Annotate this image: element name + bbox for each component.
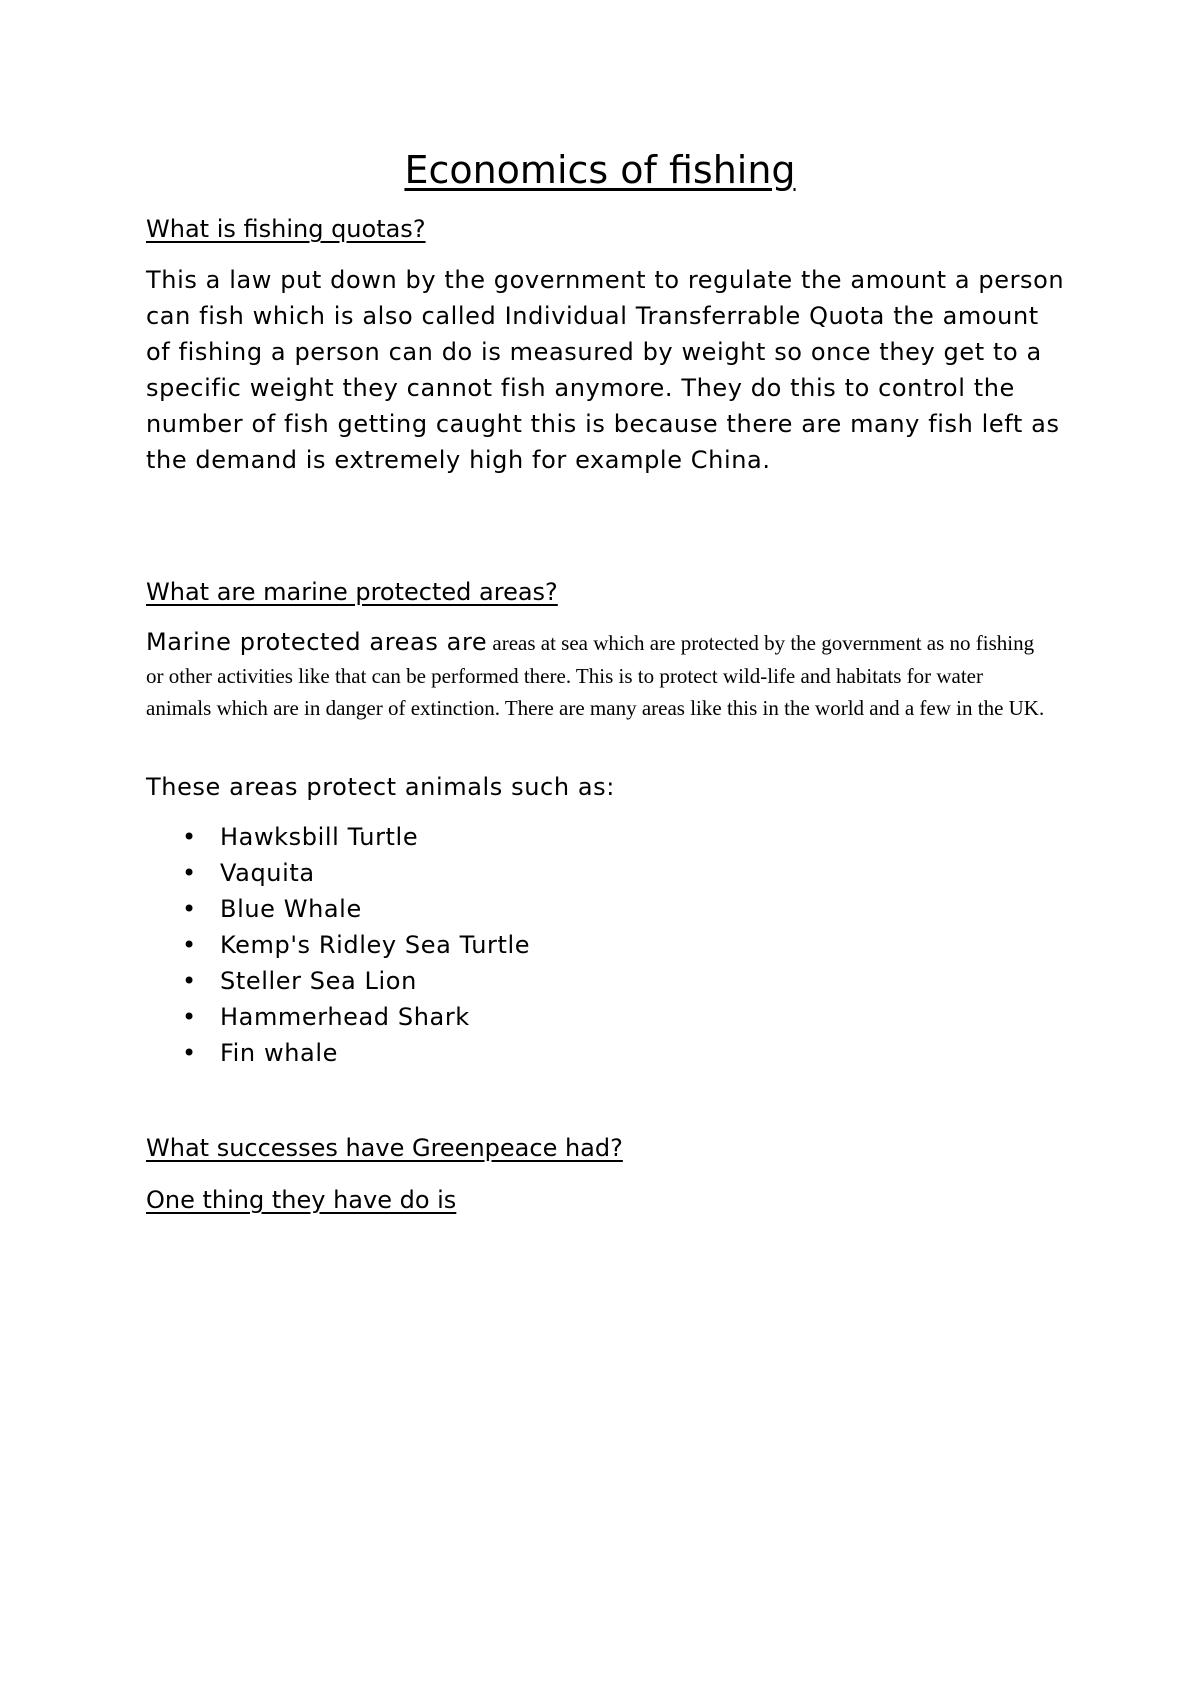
list-item <box>146 855 530 891</box>
list-item-label: Hawksbill Turtle <box>220 823 419 851</box>
list-item <box>146 999 530 1035</box>
list-item-label: Kemp's Ridley Sea Turtle <box>220 931 531 959</box>
list-item <box>146 819 530 855</box>
bullet-icon: • <box>182 859 197 887</box>
list-item-label: Blue Whale <box>220 895 362 923</box>
list-item-label: Hammerhead Shark <box>220 1003 470 1031</box>
bullet-icon: • <box>182 931 197 959</box>
list-item-label: Steller Sea Lion <box>220 967 417 995</box>
greenpeace-subheading: One thing they have do is <box>146 1186 457 1214</box>
list-item-label: Fin whale <box>220 1039 338 1067</box>
list-item <box>146 891 530 927</box>
section-heading-marine-protected-areas: What are marine protected areas? <box>146 578 558 606</box>
list-item-label: Vaquita <box>220 859 315 887</box>
bullet-icon: • <box>182 823 197 851</box>
bullet-icon: • <box>182 967 197 995</box>
marine-protected-areas-paragraph <box>146 627 1046 726</box>
protected-animals-list <box>146 819 530 1071</box>
document-title: Economics of fishing <box>404 148 796 192</box>
bullet-icon: • <box>182 895 197 923</box>
paragraph-lead-text: Marine protected areas are <box>146 628 488 656</box>
section-heading-fishing-quotas: What is fishing quotas? <box>146 215 426 243</box>
bullet-icon: • <box>182 1003 197 1031</box>
list-item <box>146 963 530 999</box>
list-item <box>146 927 530 963</box>
fishing-quotas-paragraph: This a law put down by the government to regulate the amount a person can fish which is also called Individual Transferrable Quota the amount of fishing a person can do is measured by weight so once they get to a specific weight they cannot fish anymore. They do this to control the number of fish getting caught this is because there are many fish left as the demand is extremely high for example China. <box>146 266 1065 474</box>
list-item <box>146 1035 530 1071</box>
section-heading-greenpeace-successes: What successes have Greenpeace had? <box>146 1134 623 1162</box>
bullet-icon: • <box>182 1039 197 1067</box>
protected-animals-intro: These areas protect animals such as: <box>146 773 615 801</box>
paragraph-rest-text: areas at sea which are protected by the government as no fishing or other activities like that can be performed there. This is to protect wild-life and habitats for water animals which are in danger of extinction. There are many areas like this in the world and a few in the UK. <box>146 631 1045 720</box>
